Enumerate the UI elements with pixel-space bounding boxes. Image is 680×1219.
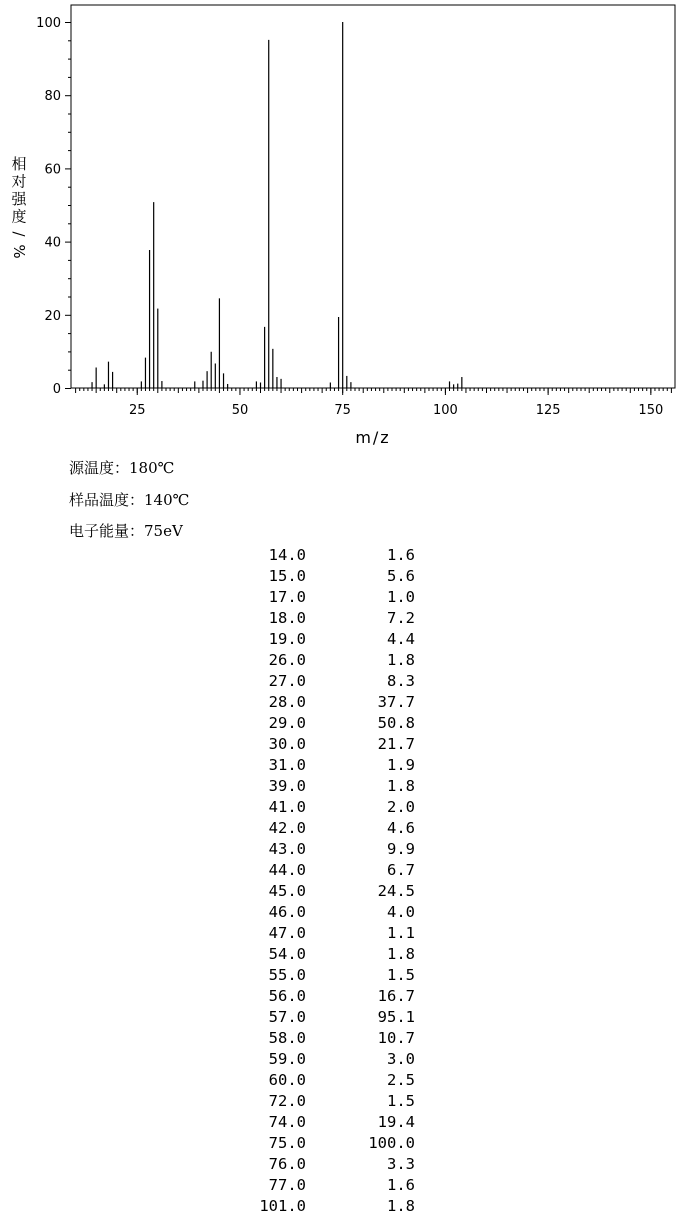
abundance-value: 1.8 [387, 945, 415, 963]
table-row [0, 567, 680, 588]
mz-value: 18.0 [268, 609, 306, 627]
mz-value: 17.0 [268, 588, 306, 606]
peak-bars [92, 22, 462, 388]
abundance-value: 24.5 [377, 882, 415, 900]
abundance-value: 1.8 [387, 1197, 415, 1215]
abundance-value: 19.4 [377, 1113, 415, 1131]
y-axis-title-char: 对 [11, 172, 27, 191]
table-row [0, 966, 680, 987]
abundance-value: 1.5 [387, 966, 415, 984]
table-row [0, 1197, 680, 1218]
y-axis-title [10, 155, 28, 259]
y-axis-title-char: / [10, 231, 28, 237]
table-row [0, 840, 680, 861]
mz-value: 43.0 [268, 840, 306, 858]
abundance-value: 16.7 [377, 987, 415, 1005]
mz-value: 44.0 [268, 861, 306, 879]
y-tick-label: 0 [52, 382, 61, 397]
y-tick-label: 60 [44, 162, 61, 178]
table-row [0, 1071, 680, 1092]
table-row [0, 756, 680, 777]
mz-value: 59.0 [268, 1050, 306, 1068]
table-row [0, 1092, 680, 1113]
table-row [0, 924, 680, 945]
mz-value: 75.0 [268, 1134, 306, 1152]
mz-value: 41.0 [268, 798, 306, 816]
abundance-value: 100.0 [368, 1134, 415, 1152]
table-row [0, 819, 680, 840]
abundance-value: 10.7 [377, 1029, 415, 1047]
mz-value: 74.0 [268, 1113, 306, 1131]
table-row [0, 777, 680, 798]
table-row [0, 1029, 680, 1050]
y-axis-title-char: 强 [11, 190, 27, 208]
mz-value: 30.0 [268, 735, 306, 753]
mz-value: 14.0 [268, 546, 306, 564]
mz-value: 55.0 [268, 966, 306, 984]
y-axis-ticks [36, 16, 71, 397]
mass-spectrum-chart [0, 0, 680, 450]
abundance-value: 1.6 [387, 1176, 415, 1194]
table-row [0, 735, 680, 756]
abundance-value: 4.4 [387, 630, 415, 648]
x-tick-label: 100 [432, 403, 458, 418]
mz-value: 101.0 [259, 1197, 306, 1215]
y-tick-label: 80 [44, 89, 61, 105]
table-row [0, 1155, 680, 1176]
abundance-value: 5.6 [387, 567, 415, 585]
table-row [0, 1008, 680, 1029]
abundance-value: 21.7 [377, 735, 415, 753]
table-row [0, 903, 680, 924]
x-tick-label: 25 [128, 403, 146, 418]
table-row [0, 1134, 680, 1155]
table-row [0, 609, 680, 630]
abundance-value: 95.1 [377, 1008, 415, 1026]
condition-sample-temp: 样品温度：140℃ [69, 491, 190, 509]
table-row [0, 588, 680, 609]
mz-value: 72.0 [268, 1092, 306, 1110]
table-row [0, 861, 680, 882]
abundance-value: 1.5 [387, 1092, 415, 1110]
mz-value: 56.0 [268, 987, 306, 1005]
table-row [0, 882, 680, 903]
abundance-value: 1.6 [387, 546, 415, 564]
plot-frame [71, 5, 675, 388]
x-axis-title: m/z [355, 428, 391, 447]
mz-value: 28.0 [268, 693, 306, 711]
table-row [0, 672, 680, 693]
table-row [0, 798, 680, 819]
mz-value: 45.0 [268, 882, 306, 900]
table-row [0, 945, 680, 966]
abundance-value: 1.1 [387, 924, 415, 942]
abundance-value: 6.7 [387, 861, 415, 879]
abundance-value: 4.6 [387, 819, 415, 837]
mz-value: 58.0 [268, 1029, 306, 1047]
mz-value: 39.0 [268, 777, 306, 795]
y-tick-label: 20 [44, 308, 61, 324]
abundance-value: 7.2 [387, 609, 415, 627]
table-row [0, 630, 680, 651]
abundance-value: 9.9 [387, 840, 415, 858]
table-row [0, 987, 680, 1008]
abundance-value: 2.5 [387, 1071, 415, 1089]
abundance-value: 1.8 [387, 777, 415, 795]
abundance-value: 8.3 [387, 672, 415, 690]
table-row [0, 1176, 680, 1197]
condition-electron-energy: 电子能量：75eV [69, 522, 183, 540]
mz-value: 57.0 [268, 1008, 306, 1026]
abundance-value: 37.7 [377, 693, 415, 711]
abundance-value: 3.0 [387, 1050, 415, 1068]
mz-value: 31.0 [268, 756, 306, 774]
mz-value: 26.0 [268, 651, 306, 669]
condition-source-temp: 源温度：180℃ [69, 459, 175, 477]
mz-value: 27.0 [268, 672, 306, 690]
y-tick-label: 40 [44, 235, 61, 251]
x-tick-label: 50 [231, 403, 249, 418]
y-axis-title-char: % [10, 244, 28, 259]
x-tick-label: 125 [535, 403, 561, 418]
mz-value: 42.0 [268, 819, 306, 837]
x-tick-label: 150 [638, 403, 664, 418]
mz-value: 60.0 [268, 1071, 306, 1089]
table-row [0, 714, 680, 735]
abundance-value: 1.9 [387, 756, 415, 774]
table-row [0, 546, 680, 567]
mz-value: 47.0 [268, 924, 306, 942]
abundance-value: 1.8 [387, 651, 415, 669]
x-tick-label: 75 [334, 403, 351, 418]
y-axis-title-char: 相 [11, 155, 27, 173]
abundance-value: 2.0 [387, 798, 415, 816]
y-axis-title-char: 度 [11, 207, 27, 226]
abundance-value: 3.3 [387, 1155, 415, 1173]
mz-value: 19.0 [268, 630, 306, 648]
table-row [0, 1113, 680, 1134]
mz-value: 29.0 [268, 714, 306, 732]
x-minor-ticks [76, 388, 672, 393]
mz-value: 15.0 [268, 567, 306, 585]
mz-value: 46.0 [268, 903, 306, 921]
table-row [0, 1050, 680, 1071]
mz-value: 76.0 [268, 1155, 306, 1173]
abundance-value: 50.8 [377, 714, 415, 732]
abundance-value: 4.0 [387, 903, 415, 921]
mz-value: 77.0 [268, 1176, 306, 1194]
mz-value: 54.0 [268, 945, 306, 963]
abundance-value: 1.0 [387, 588, 415, 606]
y-tick-label: 100 [36, 16, 61, 31]
table-row [0, 693, 680, 714]
x-axis-ticks [129, 388, 663, 418]
table-row [0, 651, 680, 672]
